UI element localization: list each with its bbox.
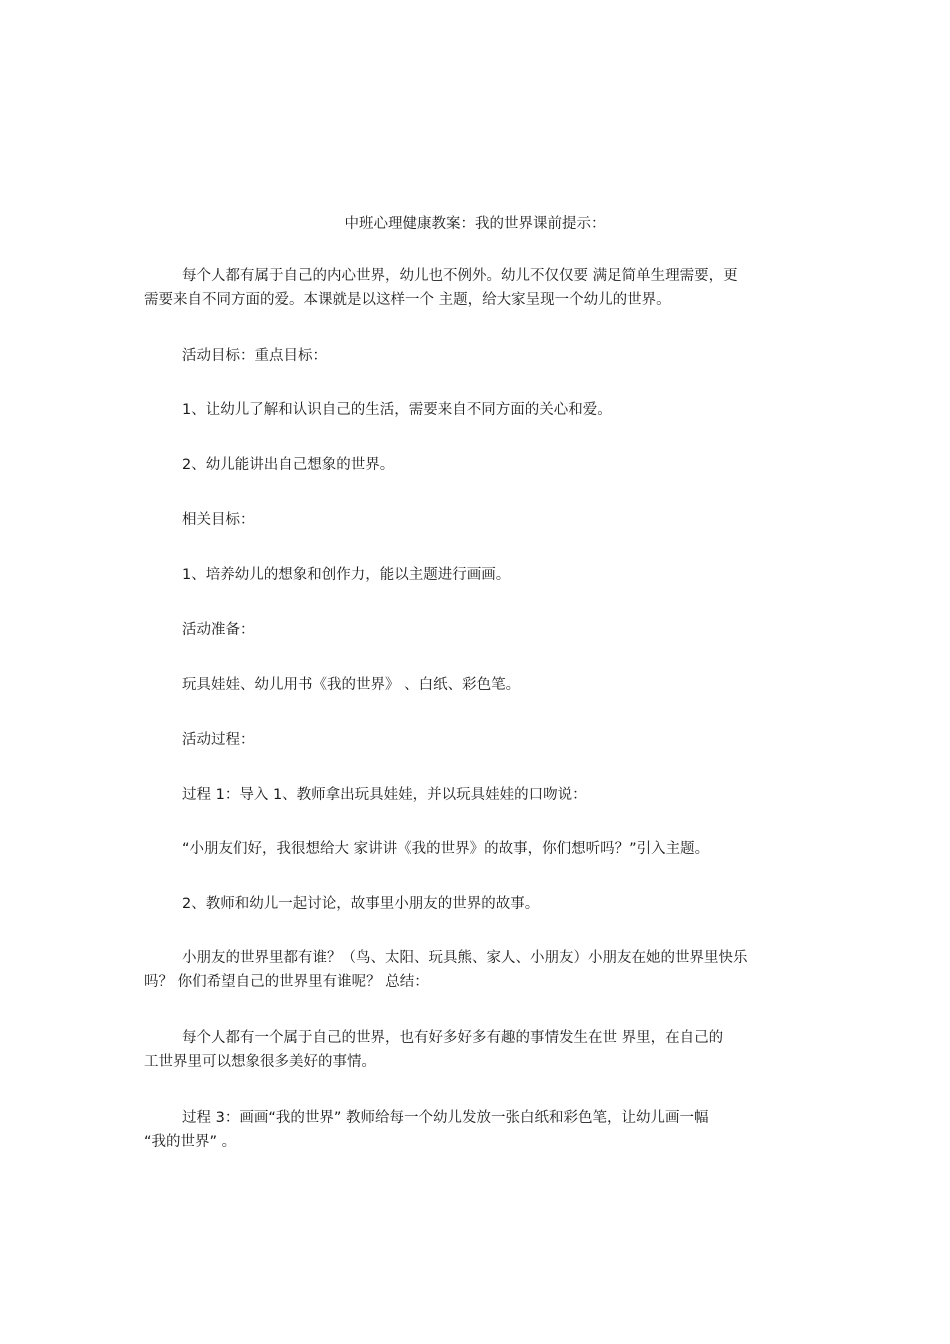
paragraph-process-1 [144, 783, 808, 807]
text-line: 相关目标： [182, 512, 255, 528]
paragraph-goal-1 [144, 398, 808, 422]
text-line: 每个人都有一个属于自己的世界，也有好多好多有趣的事情发生在世 界里，在自己的 [182, 1030, 724, 1046]
paragraph-related-goal-1 [144, 563, 808, 587]
paragraph-related-goals-heading [144, 508, 808, 532]
paragraph-process-heading [144, 728, 808, 752]
paragraph-goals-heading [144, 344, 808, 368]
text-line: 1、让幼儿了解和认识自己的生活，需要来自不同方面的关心和爱。 [182, 402, 612, 418]
paragraph-process-3 [144, 1106, 808, 1154]
text-line: 活动目标：重点目标： [182, 348, 327, 364]
text-line: 工世界里可以想象很多美好的事情。 [144, 1054, 376, 1070]
text-line: 活动过程： [182, 732, 255, 748]
text-line: “我的世界” 。 [144, 1134, 237, 1150]
paragraph-intro [144, 264, 808, 312]
text-line: 玩具娃娃、幼儿用书《我的世界》 、白纸、彩色笔。 [182, 677, 521, 693]
text-line: 需要来自不同方面的爱。本课就是以这样一个 主题，给大家呈现一个幼儿的世界。 [144, 292, 671, 308]
text-line: 过程 1：导入 1、教师拿出玩具娃娃，并以玩具娃娃的口吻说： [182, 787, 587, 803]
text-line: “小朋友们好，我很想给大 家讲讲《我的世界》的故事，你们想听吗？”引入主题。 [182, 841, 710, 857]
paragraph-discussion [144, 892, 808, 916]
paragraph-summary [144, 1026, 808, 1074]
text-line: 活动准备： [182, 622, 255, 638]
text-line: 每个人都有属于自己的内心世界，幼儿也不例外。幼儿不仅仅要 满足简单生理需要，更 [182, 268, 738, 284]
document-title: 中班心理健康教案：我的世界课前提示： [344, 216, 606, 232]
paragraph-preparation-heading [144, 618, 808, 642]
paragraph-materials [144, 673, 808, 697]
text-line: 2、幼儿能讲出自己想象的世界。 [182, 457, 395, 473]
text-line: 过程 3：画画“我的世界” 教师给每一个幼儿发放一张白纸和彩色笔，让幼儿画一幅 [182, 1110, 709, 1126]
text-line: 2、教师和幼儿一起讨论，故事里小朋友的世界的故事。 [182, 896, 540, 912]
text-line: 小朋友的世界里都有谁？（鸟、太阳、玩具熊、家人、小朋友）小朋友在她的世界里快乐 [182, 950, 748, 966]
text-line: 吗？ 你们希望自己的世界里有谁呢？ 总结： [144, 974, 429, 990]
text-line: 1、培养幼儿的想象和创作力，能以主题进行画画。 [182, 567, 511, 583]
paragraph-questions [144, 946, 808, 994]
paragraph-goal-2 [144, 453, 808, 477]
paragraph-quote [144, 837, 808, 861]
